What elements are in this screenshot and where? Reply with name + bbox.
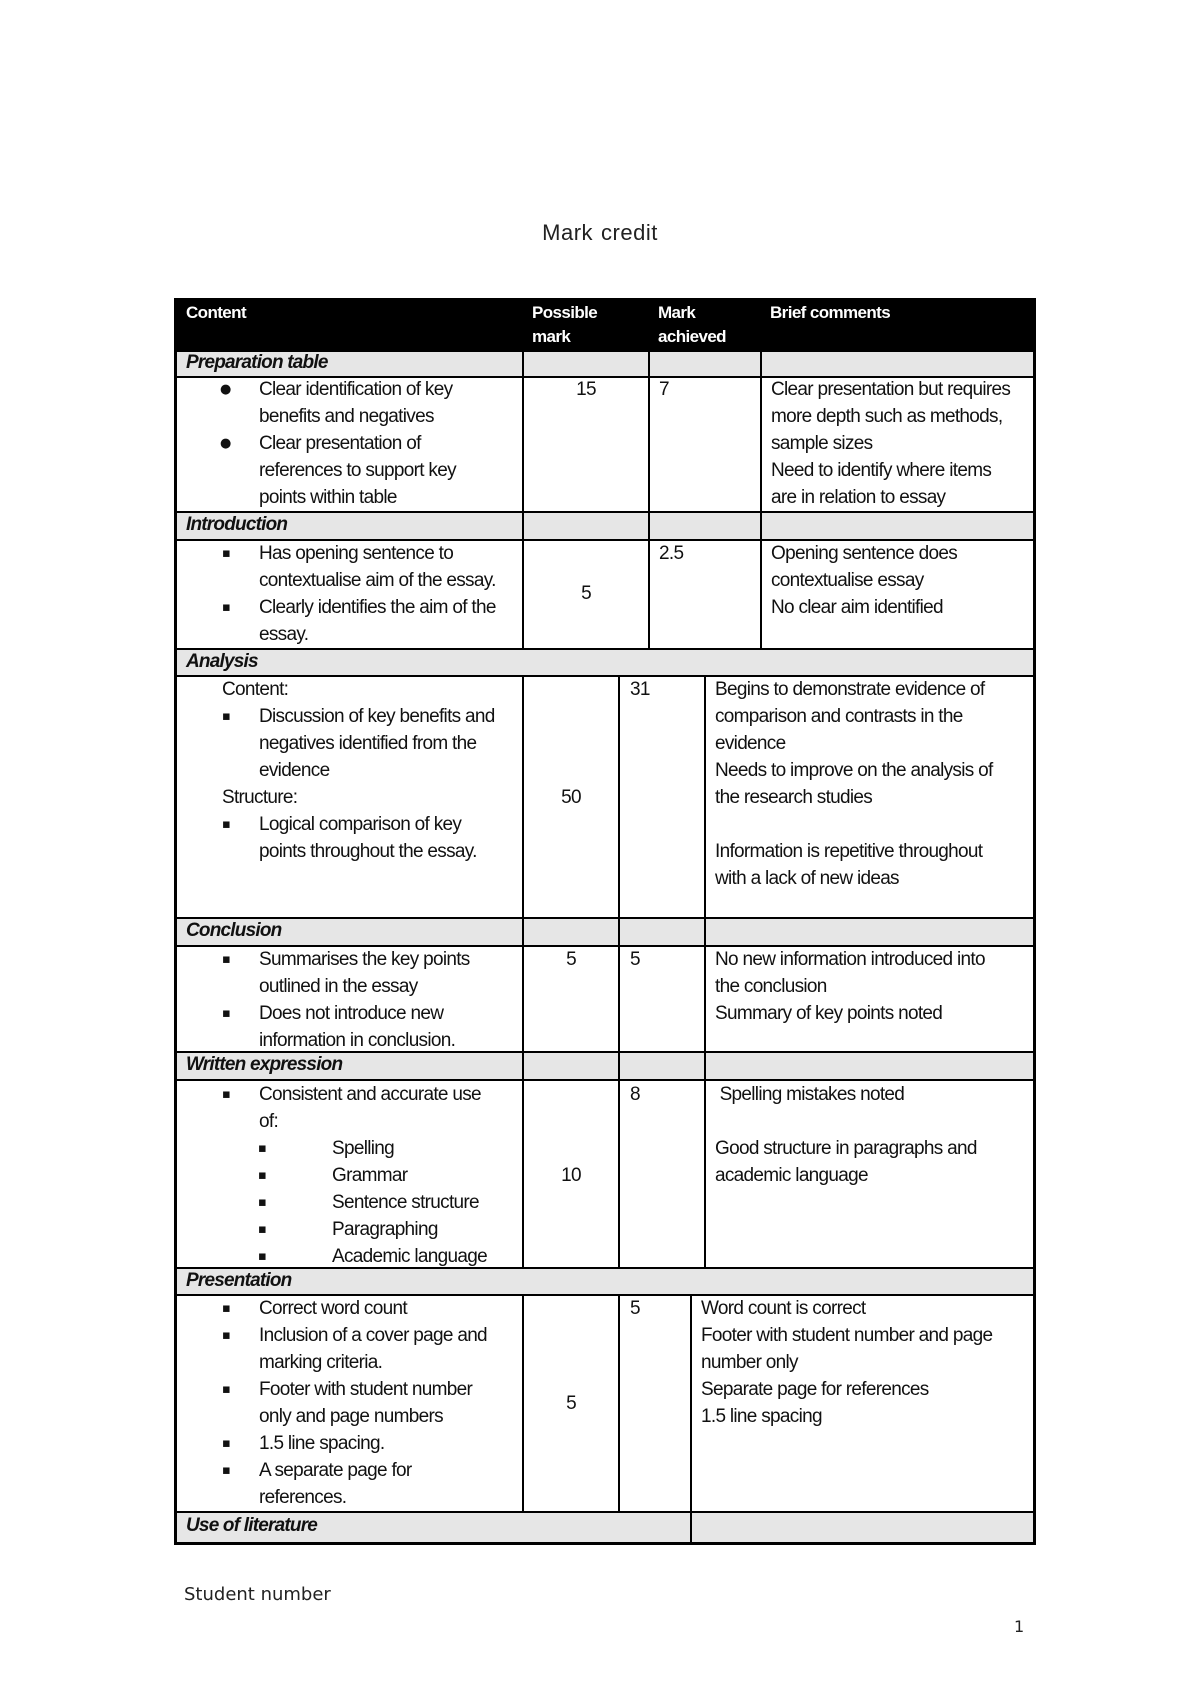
achieved-mark: 8 — [630, 1084, 640, 1105]
marking-table — [174, 298, 1036, 1545]
bullet-icon: ● — [220, 436, 232, 451]
possible-mark: 5 — [566, 949, 576, 970]
criterion-line: Consistent and accurate use — [259, 1084, 481, 1105]
section-band-presentation — [174, 1268, 1036, 1295]
criterion-line: Clear identification of key — [259, 379, 453, 400]
comment-line: the conclusion — [715, 976, 827, 997]
criterion-line: Summarises the key points — [259, 949, 470, 970]
comment-line: Need to identify where items — [771, 460, 992, 481]
comment-line: academic language — [715, 1165, 868, 1186]
comment-line: comparison and contrasts in the — [715, 706, 963, 727]
section-heading-preparation: Preparation table — [186, 352, 328, 373]
criterion-line: references to support key — [259, 460, 456, 481]
bullet-icon: ▪ — [222, 1328, 231, 1343]
header-comments: Brief comments — [770, 303, 891, 322]
footer-student-number: Student number — [184, 1584, 331, 1605]
comment-line: sample sizes — [771, 433, 873, 454]
section-band-conclusion — [174, 918, 1036, 946]
bullet-icon: ▪ — [222, 1436, 231, 1451]
criterion-subheading: Structure: — [222, 787, 298, 808]
criterion-line: Correct word count — [259, 1298, 407, 1319]
rule — [690, 1294, 692, 1545]
achieved-mark: 7 — [659, 379, 669, 400]
comment-line: with a lack of new ideas — [715, 868, 899, 889]
comment-line: Summary of key points noted — [715, 1003, 943, 1024]
possible-mark: 5 — [566, 1393, 576, 1414]
criterion-line: Footer with student number — [259, 1379, 473, 1400]
comment-line: Begins to demonstrate evidence of — [715, 679, 985, 700]
comment-line: contextualise essay — [771, 570, 924, 591]
comment-line: Clear presentation but requires — [771, 379, 1011, 400]
section-heading-literature: Use of literature — [186, 1515, 318, 1536]
criterion-line: essay. — [259, 624, 309, 645]
page-title: Mark credit — [542, 220, 658, 245]
comment-line: the research studies — [715, 787, 873, 808]
header-achieved-2: achieved — [658, 327, 726, 346]
criterion-line: Logical comparison of key — [259, 814, 462, 835]
criterion-line: Clearly identifies the aim of the — [259, 597, 496, 618]
header-content: Content — [186, 303, 247, 322]
possible-mark: 50 — [561, 787, 581, 808]
page-number: 1 — [1014, 1617, 1025, 1636]
comment-line: Needs to improve on the analysis of — [715, 760, 993, 781]
criterion-line: evidence — [259, 760, 330, 781]
bullet-icon: ▪ — [258, 1168, 267, 1183]
rule — [618, 1294, 620, 1512]
comment-line: Separate page for references — [701, 1379, 929, 1400]
criterion-line: of: — [259, 1111, 279, 1132]
bullet-icon: ▪ — [222, 952, 231, 967]
section-band-introduction — [174, 512, 1036, 540]
bullet-icon: ▪ — [258, 1222, 267, 1237]
bullet-icon: ▪ — [222, 817, 231, 832]
comment-line: more depth such as methods, — [771, 406, 1003, 427]
achieved-mark: 5 — [630, 1298, 640, 1319]
section-heading-introduction: Introduction — [186, 514, 288, 535]
border-top — [174, 298, 1036, 301]
achieved-mark: 31 — [630, 679, 650, 700]
bullet-icon: ▪ — [258, 1195, 267, 1210]
header-row — [174, 298, 1036, 350]
header-possible-2: mark — [532, 327, 571, 346]
criterion-line: information in conclusion. — [259, 1030, 456, 1051]
criterion-line: Inclusion of a cover page and — [259, 1325, 487, 1346]
header-possible-1: Possible — [532, 303, 598, 322]
criterion-line: points within table — [259, 487, 397, 508]
section-band-analysis — [174, 649, 1036, 676]
bullet-icon: ▪ — [258, 1249, 267, 1264]
section-heading-conclusion: Conclusion — [186, 920, 282, 941]
comment-line: Word count is correct — [701, 1298, 866, 1319]
section-heading-written: Written expression — [186, 1054, 343, 1075]
achieved-mark: 2.5 — [659, 543, 684, 564]
criterion-subitem: Paragraphing — [332, 1219, 438, 1240]
criterion-line: Does not introduce new — [259, 1003, 444, 1024]
rule — [704, 675, 706, 1268]
rule — [648, 350, 650, 649]
criterion-line: Discussion of key benefits and — [259, 706, 495, 727]
bullet-icon: ▪ — [258, 1141, 267, 1156]
criterion-line: Has opening sentence to — [259, 543, 454, 564]
criterion-subitem: Grammar — [332, 1165, 408, 1186]
bullet-icon: ▪ — [222, 1006, 231, 1021]
comment-line: evidence — [715, 733, 786, 754]
comment-line: Spelling mistakes noted — [715, 1084, 905, 1105]
criterion-subitem: Spelling — [332, 1138, 395, 1159]
rule — [618, 675, 620, 1268]
border-right — [1033, 298, 1036, 1545]
bullet-icon: ▪ — [222, 1463, 231, 1478]
border-left — [174, 298, 177, 1545]
criterion-line: Clear presentation of — [259, 433, 421, 454]
border-bottom — [174, 1542, 1036, 1545]
criterion-subitem: Academic language — [332, 1246, 487, 1267]
bullet-icon: ▪ — [222, 1087, 231, 1102]
section-heading-presentation: Presentation — [186, 1270, 292, 1291]
criterion-line: points throughout the essay. — [259, 841, 477, 862]
rule — [174, 1267, 1036, 1269]
criterion-line: outlined in the essay — [259, 976, 418, 997]
possible-mark: 5 — [581, 583, 591, 604]
criterion-line: benefits and negatives — [259, 406, 434, 427]
bullet-icon: ▪ — [222, 1382, 231, 1397]
comment-line: Information is repetitive throughout — [715, 841, 983, 862]
criterion-subitem: Sentence structure — [332, 1192, 479, 1213]
comment-line: Good structure in paragraphs and — [715, 1138, 977, 1159]
criterion-line: 1.5 line spacing. — [259, 1433, 385, 1454]
comment-line: are in relation to essay — [771, 487, 946, 508]
section-heading-analysis: Analysis — [186, 651, 258, 672]
criterion-line: only and page numbers — [259, 1406, 443, 1427]
rule — [174, 917, 1036, 919]
comment-line: number only — [701, 1352, 798, 1373]
criterion-line: references. — [259, 1487, 347, 1508]
bullet-icon: ▪ — [222, 600, 231, 615]
header-achieved-1: Mark — [658, 303, 696, 322]
rule — [174, 1079, 1036, 1081]
comment-line: No new information introduced into — [715, 949, 985, 970]
criterion-line: contextualise aim of the essay. — [259, 570, 496, 591]
comment-line: Opening sentence does — [771, 543, 958, 564]
criterion-line: marking criteria. — [259, 1352, 383, 1373]
achieved-mark: 5 — [630, 949, 640, 970]
comment-line: 1.5 line spacing — [701, 1406, 822, 1427]
bullet-icon: ▪ — [222, 546, 231, 561]
possible-mark: 10 — [561, 1165, 581, 1186]
criterion-line: negatives identified from the — [259, 733, 477, 754]
comment-line: No clear aim identified — [771, 597, 943, 618]
criterion-subheading: Content: — [222, 679, 289, 700]
bullet-icon: ▪ — [222, 1301, 231, 1316]
bullet-icon: ▪ — [222, 709, 231, 724]
possible-mark: 15 — [576, 379, 596, 400]
bullet-icon: ● — [220, 382, 232, 397]
rule — [760, 350, 762, 649]
comment-line: Footer with student number and page — [701, 1325, 993, 1346]
criterion-line: A separate page for — [259, 1460, 412, 1481]
